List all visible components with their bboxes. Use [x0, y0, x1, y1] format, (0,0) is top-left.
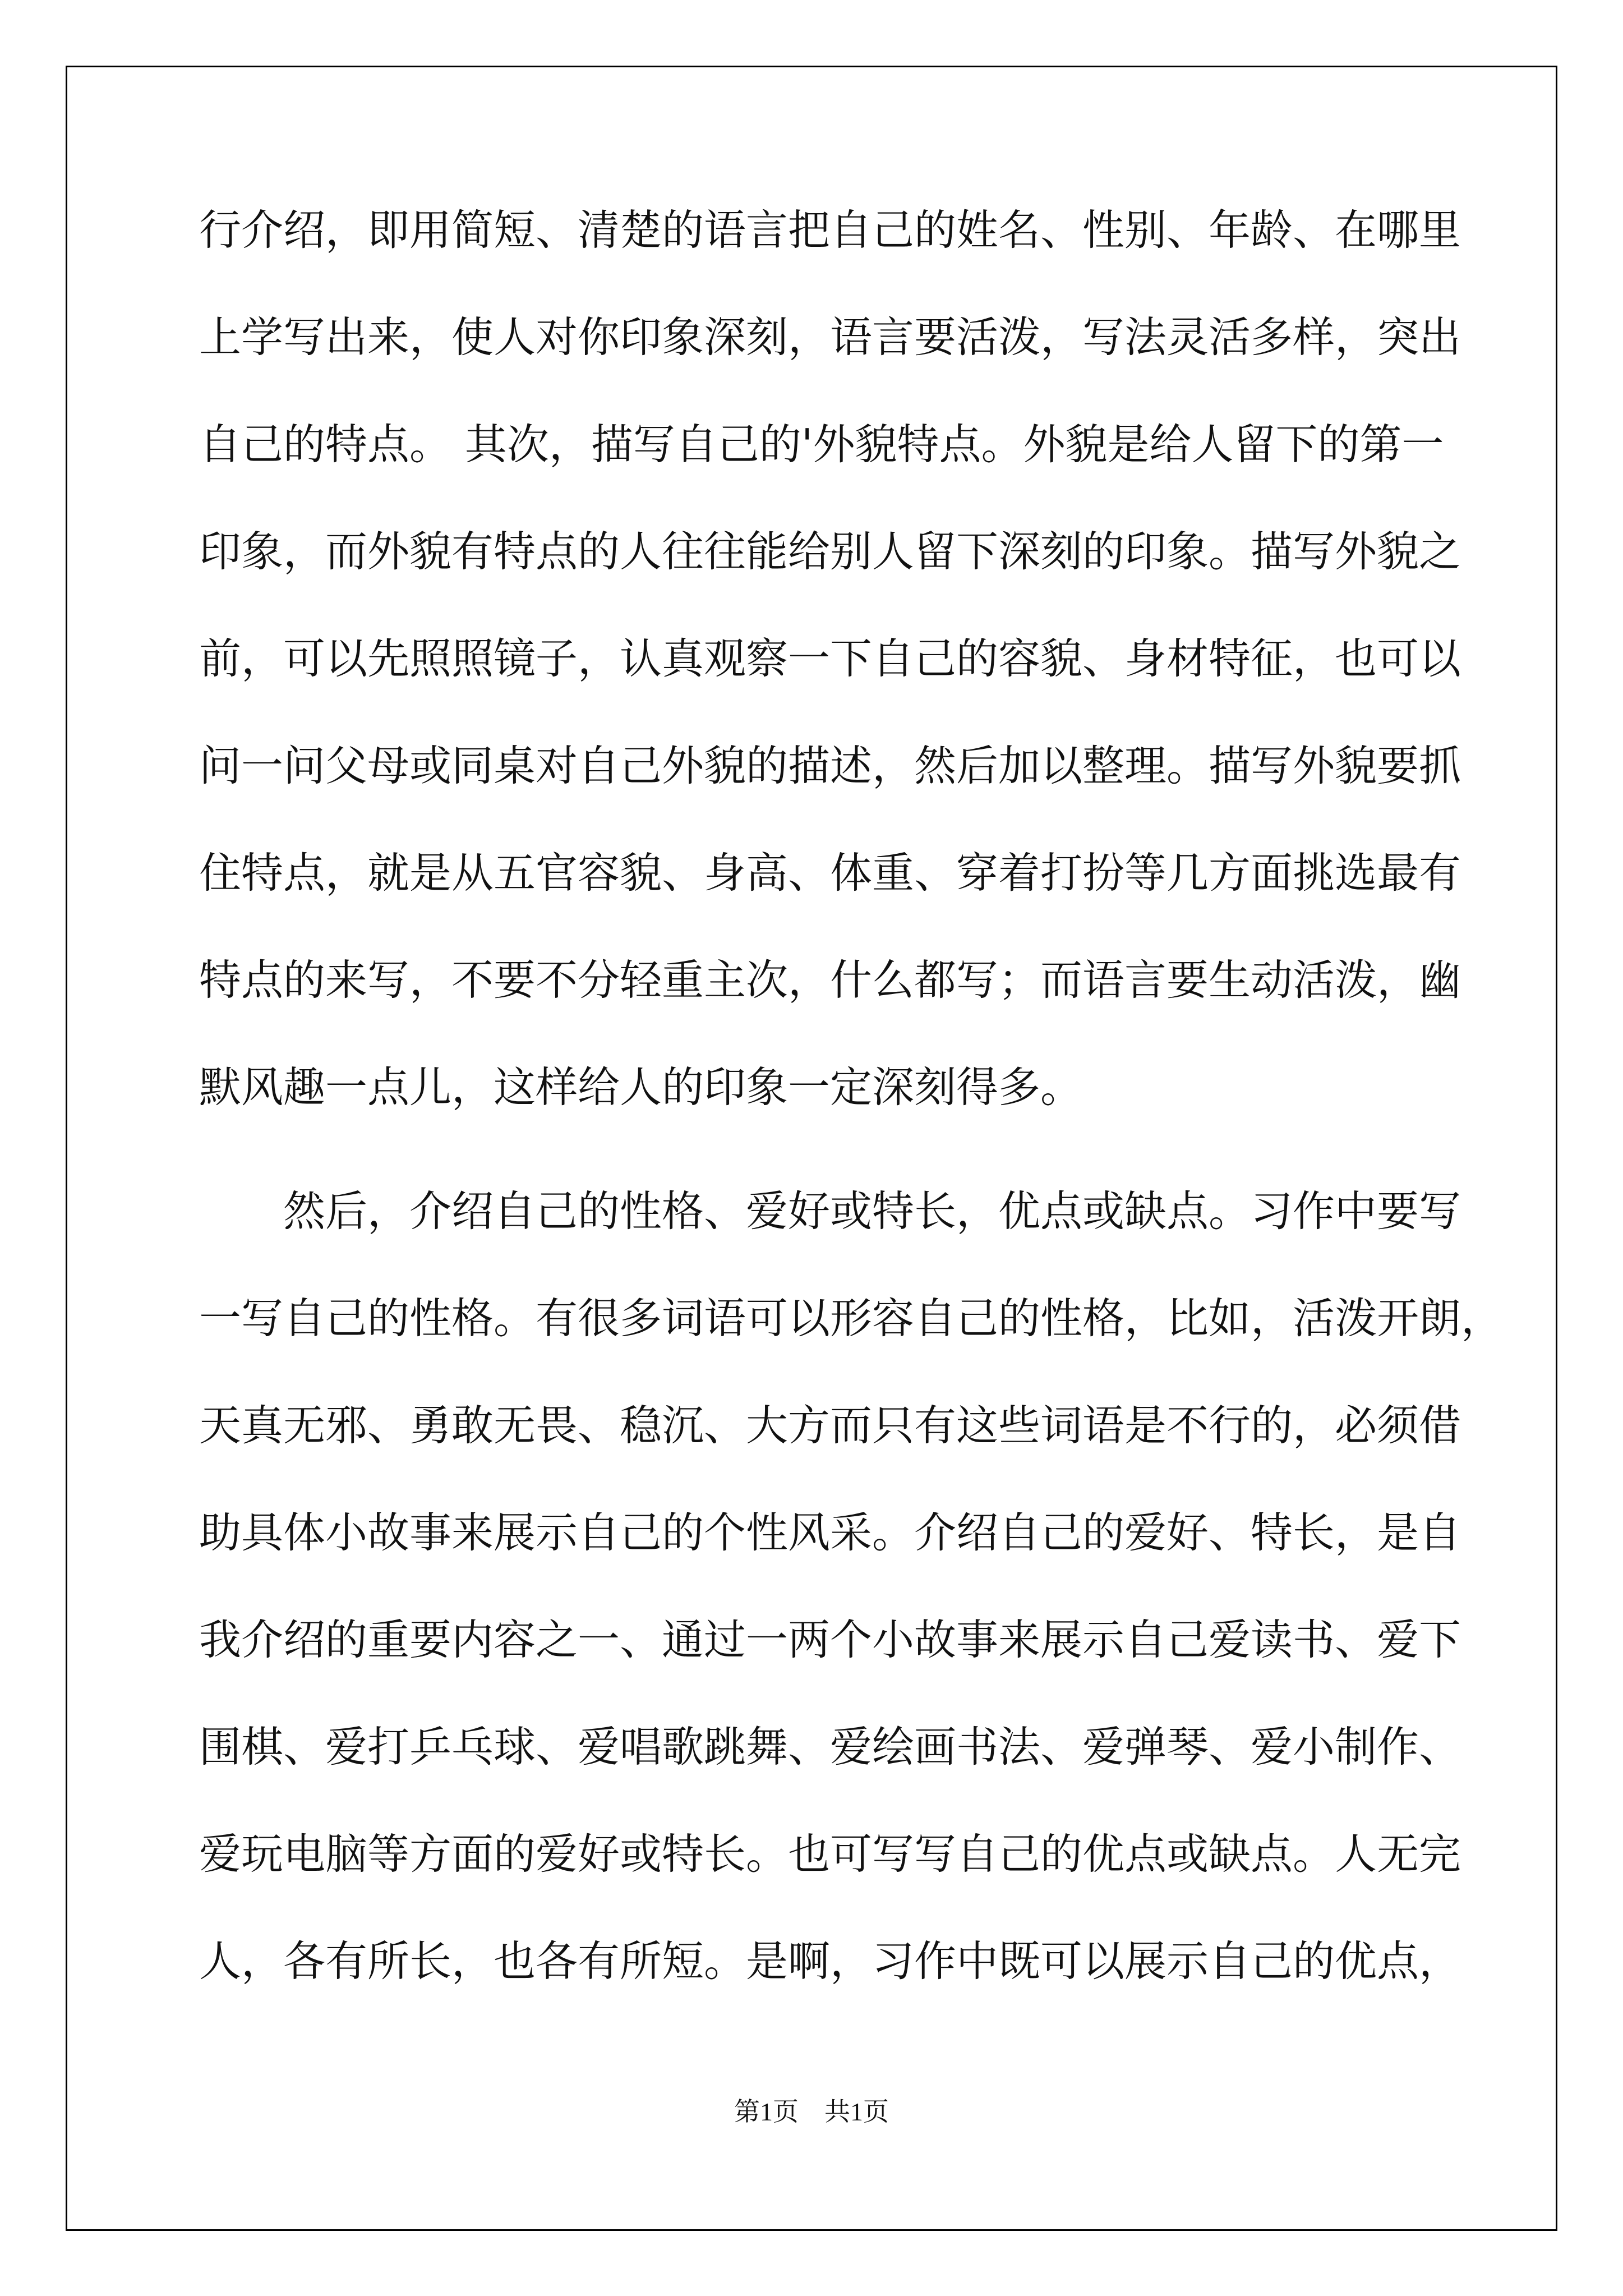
- paragraph-spacing: [199, 1166, 1444, 1183]
- text-line: 问一问父母或同桌对自己外貌的描述，然后加以整理。描写外貌要抓: [199, 741, 1461, 790]
- text-line: 一写自己的性格。有很多词语可以形容自己的性格，比如，活泼开朗，: [199, 1294, 1504, 1343]
- text-line: 围棋、爱打乒乓球、爱唱歌跳舞、爱绘画书法、爱弹琴、爱小制作、: [199, 1722, 1461, 1772]
- document-body: [199, 202, 1504, 2040]
- text-line: 爱玩电脑等方面的爱好或特长。也可写写自己的优点或缺点。人无完: [199, 1829, 1461, 1879]
- text-line: 行介绍，即用简短、清楚的语言把自己的姓名、性别、年龄、在哪里: [199, 205, 1461, 255]
- text-line: 自己的特点。 其次，描写自己的'外貌特点。外貌是给人留下的第一: [199, 420, 1444, 469]
- text-line: 助具体小故事来展示自己的个性风采。介绍自己的爱好、特长，是自: [199, 1508, 1461, 1557]
- text-line: 前，可以先照照镜子，认真观察一下自己的容貌、身材特征，也可以: [199, 634, 1461, 683]
- text-line: 住特点，就是从五官容貌、身高、体重、穿着打扮等几方面挑选最有: [199, 848, 1461, 898]
- text-line: 印象，而外貌有特点的人往往能给别人留下深刻的印象。描写外貌之: [199, 527, 1461, 576]
- text-line: 天真无邪、勇敢无畏、稳沉、大方而只有这些词语是不行的，必须借: [199, 1401, 1461, 1450]
- text-line: 上学写出来，使人对你印象深刻，语言要活泼，写法灵活多样，突出: [199, 312, 1461, 362]
- text-line: 默风趣一点儿，这样给人的印象一定深刻得多。: [199, 1062, 1083, 1112]
- text-line: 人，各有所长，也各有所短。是啊，习作中既可以展示自己的优点，: [199, 1936, 1461, 1986]
- text-line: 特点的来写，不要不分轻重主次，什么都写；而语言要生动活泼，幽: [199, 955, 1461, 1005]
- page-number-footer: 第1页 共1页: [734, 2097, 889, 2126]
- text-line: 然后，介绍自己的性格、爱好或特长，优点或缺点。习作中要写: [199, 1186, 1461, 1236]
- text-line: 我介绍的重要内容之一、通过一两个小故事来展示自己爱读书、爱下: [199, 1615, 1461, 1664]
